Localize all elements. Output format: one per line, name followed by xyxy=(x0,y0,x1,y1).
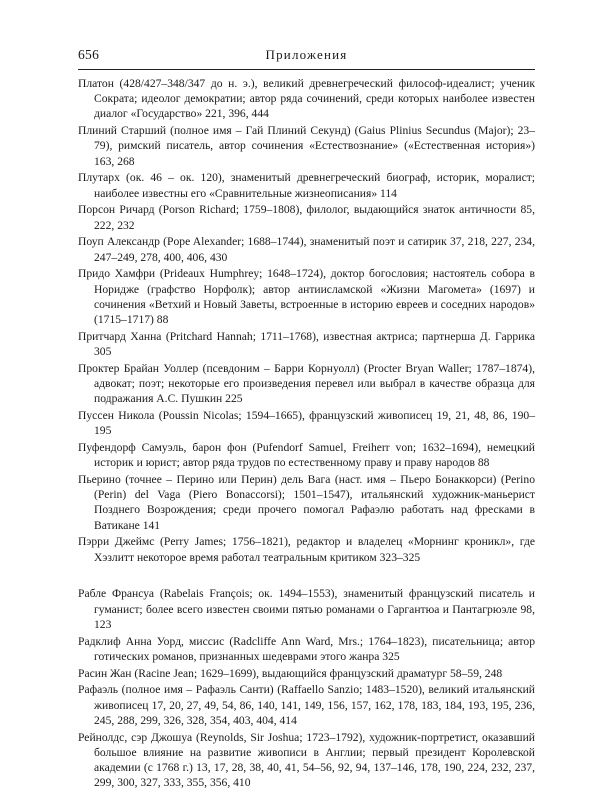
index-entry-pritchard: Притчард Ханна (Pritchard Hannah; 1711–1768), известная актриса; партнерша Д. Гаррика 305 xyxy=(78,329,535,359)
index-entry-porson: Порсон Ричард (Porson Richard; 1759–1808), филолог, выдающийся знаток античности 85, 222, 232 xyxy=(78,203,535,232)
index-entries xyxy=(78,76,535,792)
running-title: Приложения xyxy=(265,47,348,62)
index-entry-perry: Пэрри Джеймс (Perry James; 1756–1821), редактор и владелец «Морнинг кроникл», где Хэзлитт некоторое время работал театральным критиком 323–325 xyxy=(78,535,535,564)
header-rule xyxy=(78,69,535,70)
index-entry-plutarch: Плутарх (ок. 46 – ок. 120), знаменитый древнегреческий биограф, историк, моралист; наиболее известны его «Сравнительные жизнеописания» 114 xyxy=(78,171,535,200)
index-entry-pufendorf: Пуфендорф Самуэль, барон фон (Pufendorf Samuel, Freiherr von; 1632–1694), немецкий историк и юрист; автор ряда трудов по естественному праву и праву народов 88 xyxy=(78,441,535,470)
index-entry-reynolds: Рейнолдс, сэр Джошуа (Reynolds, Sir Joshua; 1723–1792), художник-портретист, оказавший большое влияние на развитие живописи в Англии; первый президент Королевской академии (с 1768 г.) 13, 17, 28, 38, 40, 41, 54–56, 92, 94, 137–146, 178, 190, 224, 232, 237, 299, 300, 327, 333, 355, 356, 410 xyxy=(78,730,535,790)
page-number: 656 xyxy=(78,47,100,62)
index-entry-rabelais: Рабле Франсуа (Rabelais François; ок. 1494–1553), знаменитый французский писатель и гуманист; более всего известен своими пятью романами о Гаргантюа и Пантагрюэле 98, 123 xyxy=(78,587,535,631)
index-entry-prideaux: Придо Хамфри (Prideaux Humphrey; 1648–1724), доктор богословия; настоятель собора в Норидже (графство Норфолк); автор антиисламской «Жизни Магомета» (1697) и сочинения «Ветхий и Новый Заветы, встроенные в историю евреев и соседних народов» (1715–1717) 88 xyxy=(78,267,535,327)
index-entry-platon: Платон (428/427–348/347 до н. э.), великий древнегреческий философ-идеалист; ученик Сократа; идеолог демократии; автор ряда сочинений, среди которых наиболее известен диалог «Государство» 221, 396, 444 xyxy=(78,77,535,121)
index-entry-pope: Поуп Александр (Pope Alexander; 1688–1744), знаменитый поэт и сатирик 37, 218, 227, 234, 247–249, 278, 400, 406, 430 xyxy=(78,235,535,264)
index-entry-racine: Расин Жан (Racine Jean; 1629–1699), выдающийся французский драматург 58–59, 248 xyxy=(78,666,503,680)
index-entry-pliny: Плиний Старший (полное имя – Гай Плиний Секунд) (Gaius Plinius Secundus (Major); 23–79), римский писатель, автор сочинения «Естествознание» («Естественная история») 163, 268 xyxy=(78,124,535,168)
letter-section-gap xyxy=(78,566,535,586)
index-entry-procter: Проктер Брайан Уоллер (псевдоним – Барри Корнуолл) (Procter Bryan Waller; 1787–1874), адвокат; поэт; некоторые его произведения перевел или выбрал в качестве образца для подражания А.С. Пушкин 225 xyxy=(78,361,535,406)
index-entry-radcliffe: Радклиф Анна Уорд, миссис (Radcliffe Ann Ward, Mrs.; 1764–1823), писательница; автор готических романов, признанных шедеврами этого жанра 325 xyxy=(78,634,535,663)
page-header xyxy=(78,47,535,67)
index-entry-perino: Пьерино (точнее – Перино или Перин) дель Вага (наст. имя – Пьеро Бонаккорси) (Perino (Perin) del Vaga (Piero Bonaccorsi); 1501–1547), итальянский художник-маньерист Позднего Возрождения; среди прочего помогал Рафаэлю работать над фресками в Ватикане 141 xyxy=(78,473,535,532)
index-entry-raphael: Рафаэль (полное имя – Рафаэль Санти) (Raffaello Sanzio; 1483–1520), великий итальянский живописец 17, 20, 27, 49, 54, 86, 140, 141, 149, 156, 157, 162, 178, 183, 184, 193, 195, 236, 245, 288, 299, 326, 328, 354, 403, 404, 414 xyxy=(78,683,535,727)
index-entry-poussin: Пуссен Никола (Poussin Nicolas; 1594–1665), французский живописец 19, 21, 48, 86, 190–195 xyxy=(78,409,535,438)
